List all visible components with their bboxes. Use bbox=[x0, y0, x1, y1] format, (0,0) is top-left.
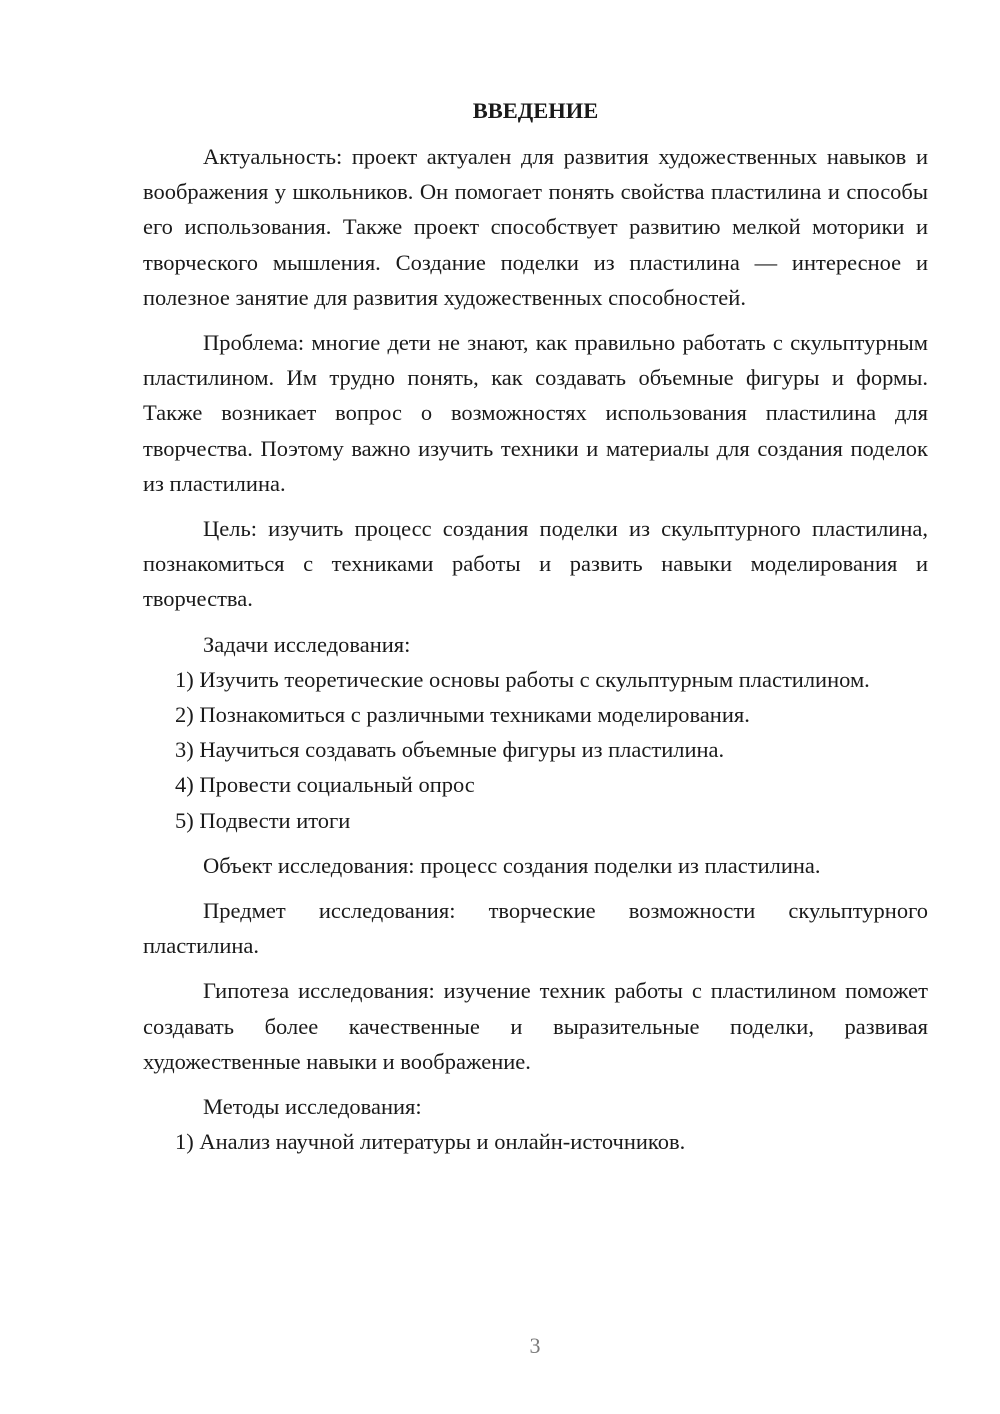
task-item-5: 5) Подвести итоги bbox=[175, 807, 351, 833]
paragraph-subject: Предмет исследования: творческие возможности скульптурного пластилина. bbox=[143, 898, 928, 959]
paragraph-object: Объект исследования: процесс создания поделки из пластилина. bbox=[203, 852, 821, 878]
task-item-1: 1) Изучить теоретические основы работы с скульптурным пластилином. bbox=[175, 666, 870, 692]
paragraph-problem: Проблема: многие дети не знают, как правильно работать с скульптурным пластилином. Им трудно понять, как создавать объемные фигуры и формы. Также возникает вопрос о возможностях использования пластилина для творчества. Поэтому важно изучить техники и материалы для создания поделок из пластилина. bbox=[143, 330, 928, 496]
task-item-3: 3) Научиться создавать объемные фигуры из пластилина. bbox=[175, 737, 725, 763]
paragraph-hypothesis: Гипотеза исследования: изучение техник работы с пластилином поможет создавать более качественные и выразительные поделки, развивая художественные навыки и воображение. bbox=[143, 978, 928, 1074]
document-page bbox=[143, 96, 928, 1159]
method-item-1: 1) Анализ научной литературы и онлайн-источников. bbox=[175, 1129, 686, 1155]
page-number: 3 bbox=[529, 1333, 541, 1358]
paragraph-goal: Цель: изучить процесс создания поделки из скульптурного пластилина, познакомиться с техниками работы и развить навыки моделирования и творчества. bbox=[143, 516, 928, 612]
tasks-title: Задачи исследования: bbox=[203, 631, 411, 657]
paragraph-relevance: Актуальность: проект актуален для развития художественных навыков и воображения у школьников. Он помогает понять свойства пластилина и способы его использования. Также проект способствует развитию мелкой моторики и творческого мышления. Создание поделки из пластилина — интересное и полезное занятие для развития художественных способностей. bbox=[143, 144, 928, 310]
task-item-4: 4) Провести социальный опрос bbox=[175, 772, 475, 798]
methods-title: Методы исследования: bbox=[203, 1094, 422, 1120]
section-heading: ВВЕДЕНИЕ bbox=[472, 98, 599, 123]
task-item-2: 2) Познакомиться с различными техниками моделирования. bbox=[175, 702, 750, 728]
